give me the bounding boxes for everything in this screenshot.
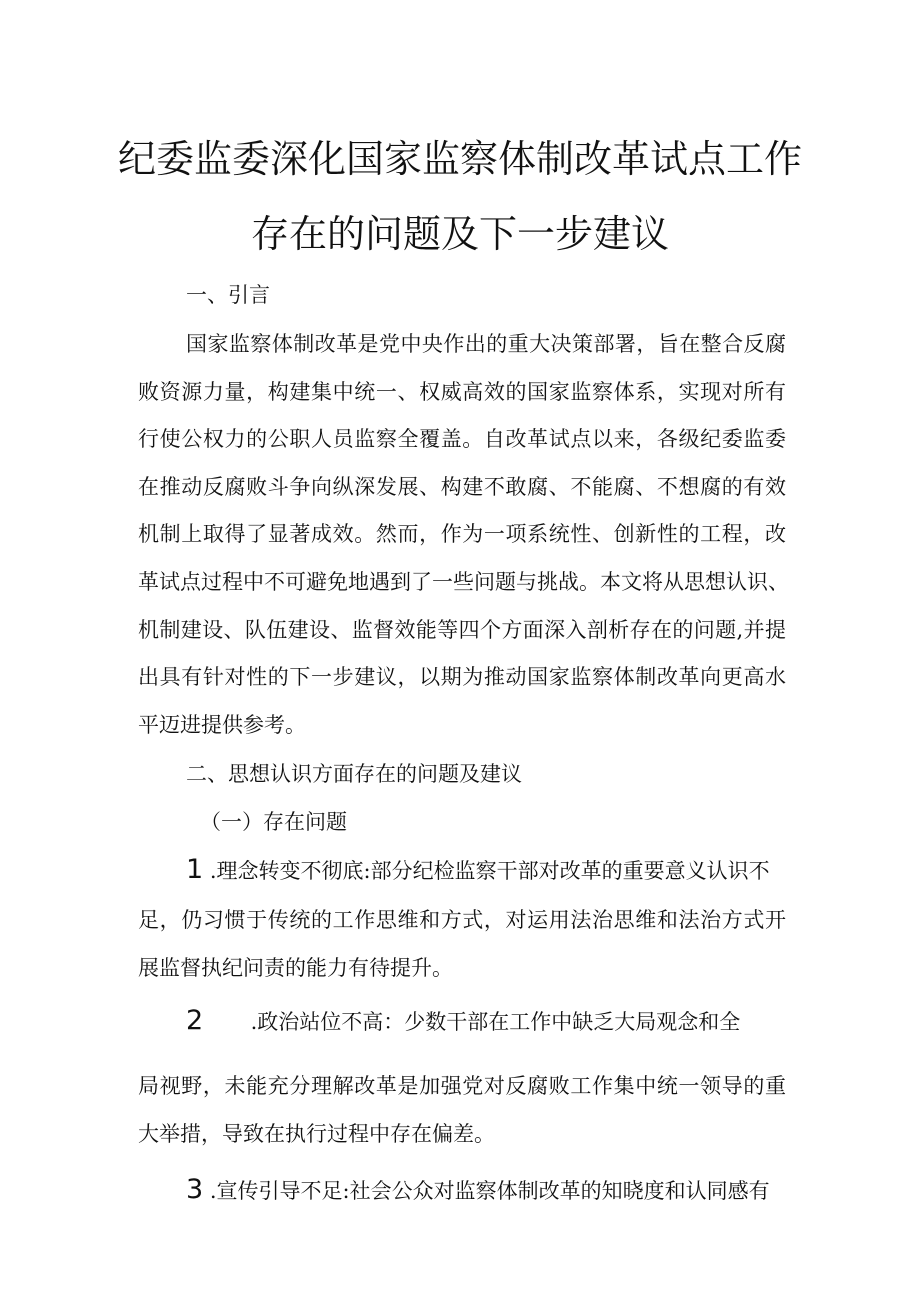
document-title-line-1: 纪委监委深化国家监察体制改革试点工作 <box>117 137 802 181</box>
intro-paragraph-line: 国家监察体制改革是党中央作出的重大决策部署，旨在整合反腐 <box>186 332 786 356</box>
intro-paragraph-line: 行使公权力的公职人员监察全覆盖。自改革试点以来，各级纪委监委 <box>138 427 786 451</box>
intro-paragraph-line: 出具有针对性的下一步建议，以期为推动国家监察体制改革向更高水 <box>138 665 786 689</box>
list-item-2-first-line <box>186 1006 740 1037</box>
subsection-heading-problems: （一）存在问题 <box>200 810 347 834</box>
list-item-number: 3 <box>186 1174 204 1205</box>
section-heading-intro: 一、引言 <box>186 283 270 307</box>
list-item-1-first-line <box>186 855 786 886</box>
list-item-1-line: 足，仍习惯于传统的工作思维和方式，对运用法治思维和法治方式开 <box>138 908 786 932</box>
list-item-2-line: 大举措，导致在执行过程中存在偏差。 <box>138 1122 495 1146</box>
intro-paragraph-line: 机制建设、队伍建设、监督效能等四个方面深入剖析存在的问题,并提 <box>138 618 786 642</box>
intro-paragraph-line: 平迈进提供参考。 <box>138 713 306 737</box>
document-title-line-2: 存在的问题及下一步建议 <box>250 212 669 256</box>
intro-paragraph-line: 机制上取得了显著成效。然而，作为一项系统性、创新性的工程，改 <box>138 522 786 546</box>
section-heading-thinking: 二、思想认识方面存在的问题及建议 <box>186 762 522 786</box>
list-item-number: 1 <box>186 854 204 885</box>
list-item-2-line: 局视野，未能充分理解改革是加强党对反腐败工作集中统一领导的重 <box>138 1074 786 1098</box>
list-item-text: .宣传引导不足:社会公众对监察体制改革的知晓度和认同感有 <box>209 1179 770 1203</box>
list-item-1-line: 展监督执纪问责的能力有待提升。 <box>138 956 453 980</box>
intro-paragraph-line: 在推动反腐败斗争向纵深发展、构建不敢腐、不能腐、不想腐的有效 <box>138 475 786 499</box>
intro-paragraph-line: 革试点过程中不可避免地遇到了一些问题与挑战。本文将从思想认识、 <box>138 570 789 594</box>
list-item-text: .理念转变不彻底:部分纪检监察干部对改革的重要意义认识不 <box>209 859 770 883</box>
intro-paragraph-line: 败资源力量，构建集中统一、权威高效的国家监察体系，实现对所有 <box>138 380 786 404</box>
list-item-text: .政治站位不高：少数干部在工作中缺乏大局观念和全 <box>250 1010 741 1034</box>
list-item-number: 2 <box>186 1005 204 1036</box>
list-item-3-first-line <box>186 1175 786 1206</box>
